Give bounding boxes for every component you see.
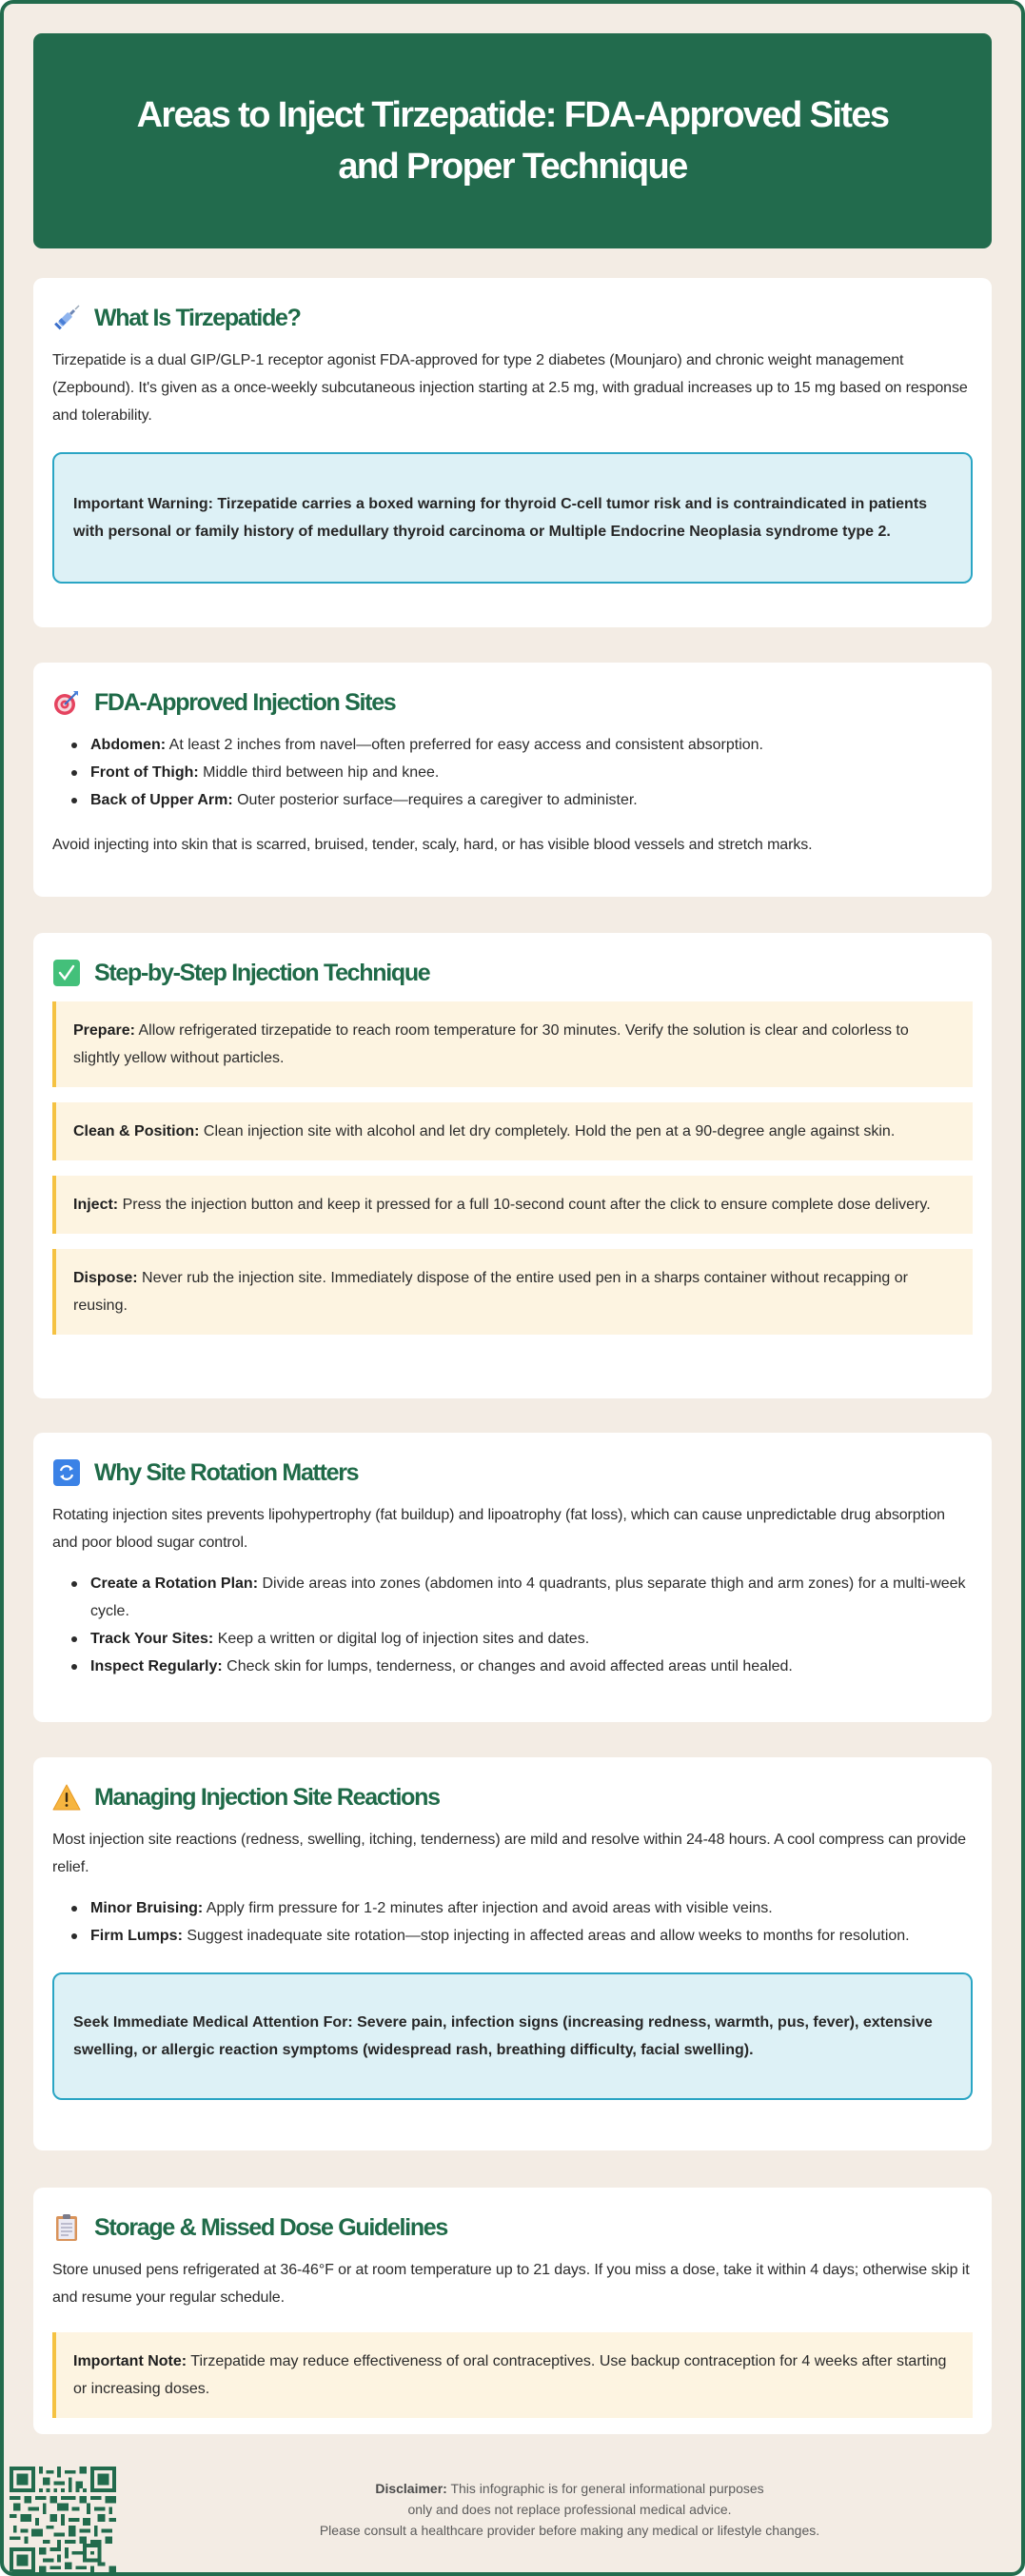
section-body: Rotating injection sites prevents lipohypertrophy (fat buildup) and lipoatrophy (fat loss), which can cause unpredictable drug absorption and poor blood sugar control. — [52, 1507, 945, 1551]
rotation-tips-list — [71, 1570, 973, 1680]
section-heading — [52, 299, 973, 337]
list-item: Create a Rotation Plan: Divide areas into zones (abdomen into 4 quadrants, plus separate thigh and arm zones) for a multi-week cycle. — [71, 1570, 973, 1625]
section-title: What Is Tirzepatide? — [94, 304, 301, 331]
target-icon — [52, 688, 81, 717]
step-inject: Inject: Press the injection button and keep it pressed for a full 10-second count after the click to ensure complete dose delivery. — [52, 1176, 973, 1234]
section-technique — [33, 933, 992, 1398]
list-item: Inspect Regularly: Check skin for lumps, tenderness, or changes and avoid affected areas until healed. — [71, 1653, 973, 1680]
step-clean-position: Clean & Position: Clean injection site with alcohol and let dry completely. Hold the pen at a 90-degree angle against skin. — [52, 1102, 973, 1160]
section-title: Step-by-Step Injection Technique — [94, 959, 430, 986]
medical-attention-callout: Seek Immediate Medical Attention For: Severe pain, infection signs (increasing redness, warmth, pus, fever), extensive swelling, or allergic reaction symptoms (widespread rash, breathing difficulty, facial swelling). — [52, 1972, 973, 2100]
section-heading — [52, 684, 973, 722]
step-prepare: Prepare: Allow refrigerated tirzepatide to reach room temperature for 30 minutes. Verify the solution is clear and colorless to slightly yellow without particles. — [52, 1001, 973, 1087]
section-footnote: Avoid injecting into skin that is scarred, bruised, tender, scaly, hard, or has visible blood vessels and stretch marks. — [52, 837, 813, 853]
section-body: Store unused pens refrigerated at 36-46°F or at room temperature up to 21 days. If you miss a dose, take it within 4 days; otherwise skip it and resume your regular schedule. — [52, 2262, 970, 2306]
section-title: Managing Injection Site Reactions — [94, 1783, 440, 1811]
section-body: Most injection site reactions (redness, swelling, itching, tenderness) are mild and resolve within 24-48 hours. A cool compress can provide relief. — [52, 1832, 966, 1875]
section-reactions — [33, 1757, 992, 2150]
list-item: Firm Lumps: Suggest inadequate site rotation—stop injecting in affected areas and allow weeks to months for resolution. — [71, 1922, 973, 1950]
section-what-is — [33, 278, 992, 627]
section-heading — [52, 1454, 973, 1492]
list-item: Track Your Sites: Keep a written or digital log of injection sites and dates. — [71, 1625, 973, 1653]
boxed-warning-callout: Important Warning: Tirzepatide carries a boxed warning for thyroid C-cell tumor risk and is contraindicated in patients with personal or family history of medullary thyroid carcinoma or Multiple Endocrine Neoplasia syndrome type 2. — [52, 452, 973, 584]
footer — [4, 2461, 1021, 2576]
section-storage — [33, 2188, 992, 2434]
rotate-arrows-icon — [52, 1458, 81, 1487]
qr-code-icon[interactable] — [10, 2467, 116, 2573]
section-injection-sites — [33, 663, 992, 897]
section-title: FDA-Approved Injection Sites — [94, 688, 396, 716]
section-body: Tirzepatide is a dual GIP/GLP-1 receptor agonist FDA-approved for type 2 diabetes (Mounjaro) and chronic weight management (Zepbound). It's given as a once-weekly subcutaneous injection starting at 2.5 mg, with gradual increases up to 15 mg based on response and tolerability. — [52, 352, 968, 424]
page-header — [33, 33, 992, 248]
list-item: Back of Upper Arm: Outer posterior surface—requires a caregiver to administer. — [71, 786, 973, 814]
section-heading — [52, 2209, 973, 2247]
clipboard-icon — [52, 2213, 81, 2242]
section-heading — [52, 954, 973, 992]
list-item: Front of Thigh: Middle third between hip and knee. — [71, 759, 973, 786]
list-item: Minor Bruising: Apply firm pressure for 1-2 minutes after injection and avoid areas with visible veins. — [71, 1894, 973, 1922]
disclaimer-text: Disclaimer: This infographic is for general informational purposes only and does not replace professional medical advice. Please consult a healthcare provider before making any medical or lifestyle changes. — [319, 2481, 820, 2538]
important-note-callout: Important Note: Tirzepatide may reduce effectiveness of oral contraceptives. Use backup contraception for 4 weeks after starting or increasing doses. — [52, 2332, 973, 2418]
reactions-list — [71, 1894, 973, 1950]
injection-site-list — [71, 731, 973, 814]
syringe-icon — [52, 304, 81, 332]
section-heading — [52, 1778, 973, 1816]
step-dispose: Dispose: Never rub the injection site. Immediately dispose of the entire used pen in a sharps container without recapping or reusing. — [52, 1249, 973, 1335]
page-title: Areas to Inject Tirzepatide: FDA-Approved Sites and Proper Technique — [136, 95, 889, 187]
section-title: Storage & Missed Dose Guidelines — [94, 2213, 448, 2241]
check-box-icon — [52, 959, 81, 987]
warning-icon — [52, 1783, 81, 1812]
list-item: Abdomen: At least 2 inches from navel—often preferred for easy access and consistent absorption. — [71, 731, 973, 759]
section-rotation — [33, 1433, 992, 1722]
section-title: Why Site Rotation Matters — [94, 1458, 359, 1486]
